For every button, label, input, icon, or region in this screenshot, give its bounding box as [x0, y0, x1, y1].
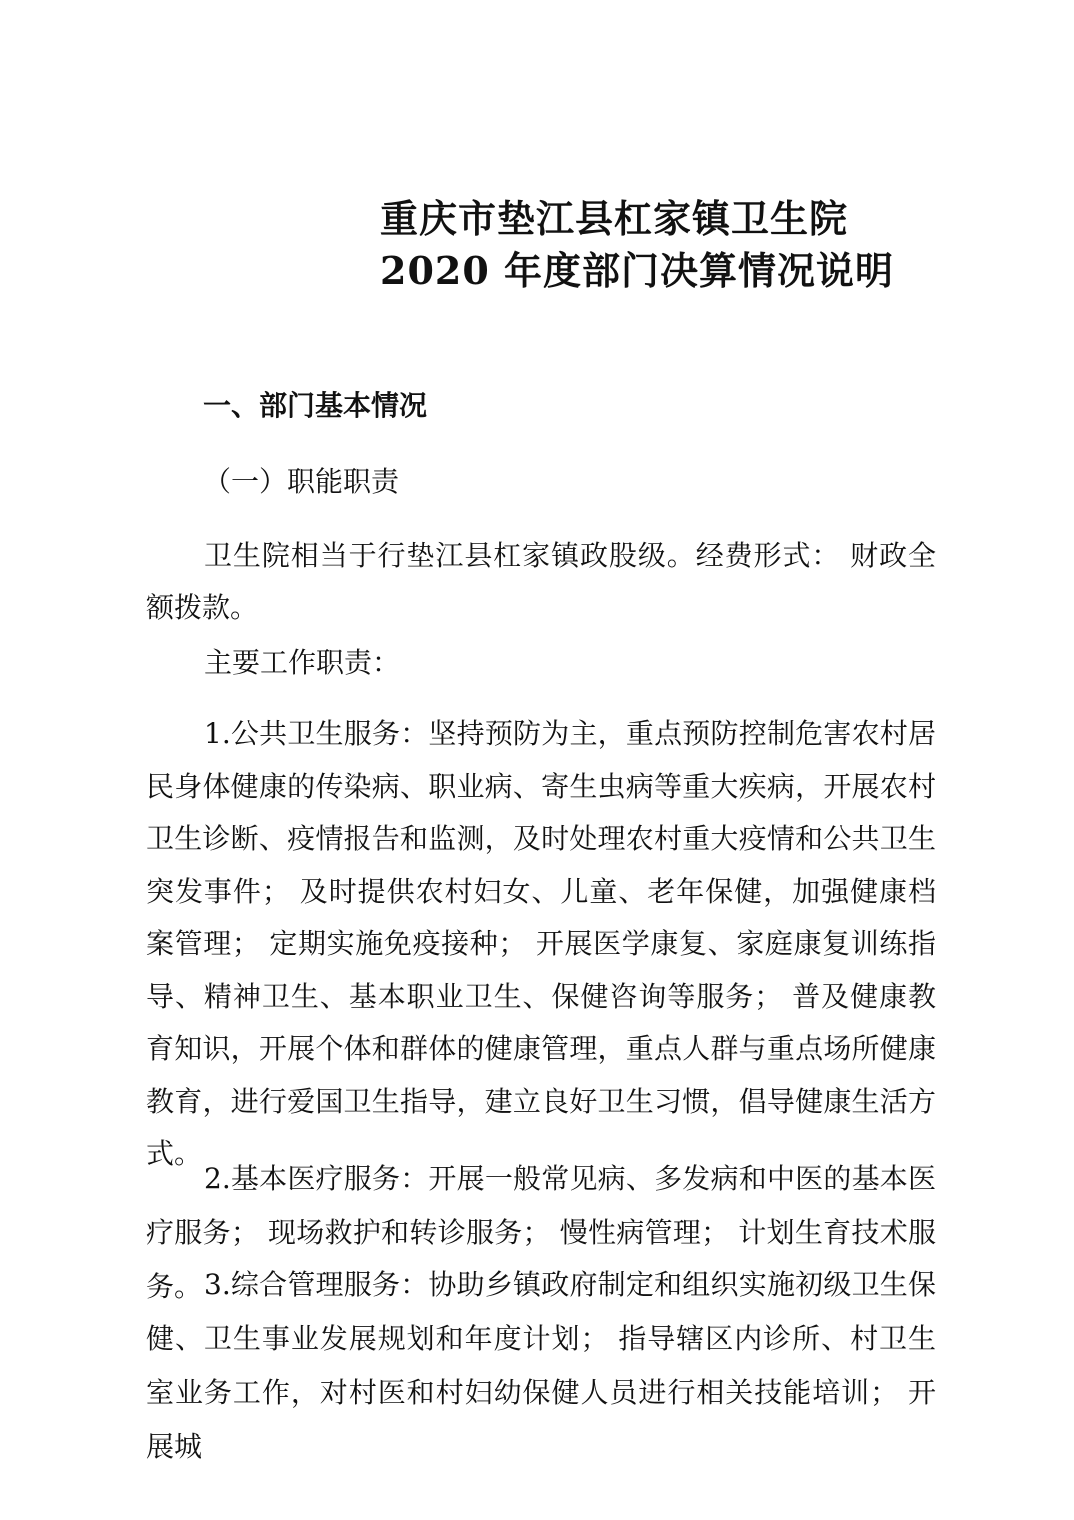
document-title-line1: 重庆市垫江县杠家镇卫生院: [380, 196, 849, 241]
document-title-line2: 2020 年度部门决算情况说明: [380, 248, 894, 293]
paragraph-basic-medical-services: 2.基本医疗服务：开展一般常见病、多发病和中医的基本医疗服务； 现场救护和转诊服务； 慢性病管理； 计划生育技术服务。: [146, 1162, 936, 1303]
subsection-heading-duties: （一）职能职责: [203, 465, 400, 498]
section-heading-basic-info: 一、部门基本情况: [203, 389, 428, 422]
paragraph-public-health-services: 1.公共卫生服务：坚持预防为主，重点预防控制危害农村居民身体健康的传染病、职业病、寄生虫病等重大疾病，开展农村卫生诊断、疫情报告和监测，及时处理农村重大疫情和公共卫生突发事件； 及时提供农村妇女、儿童、老年保健，加强健康档案管理； 定期实施免疫接种； 开展医学康复、家庭康复训练指导、精神卫生、基本职业卫生、保健咨询等服务； 普及健康教育知识，开展个体和群体的健康管理，重点人群与重点场所健康教育，进行爱国卫生指导，建立良好卫生习惯，倡导健康生活方式。: [146, 717, 936, 1170]
paragraph-main-duties-label: 主要工作职责：: [204, 646, 401, 679]
paragraph-comprehensive-management: 3.综合管理服务：协助乡镇政府制定和组织实施初级卫生保健、卫生事业发展规划和年度计划； 指导辖区内诊所、村卫生室业务工作，对村医和村妇幼保健人员进行相关技能培训； 开展城: [146, 1268, 936, 1463]
paragraph-unit-level: 卫生院相当于行垫江县杠家镇政股级。经费形式： 财政全额拨款。: [146, 539, 936, 624]
